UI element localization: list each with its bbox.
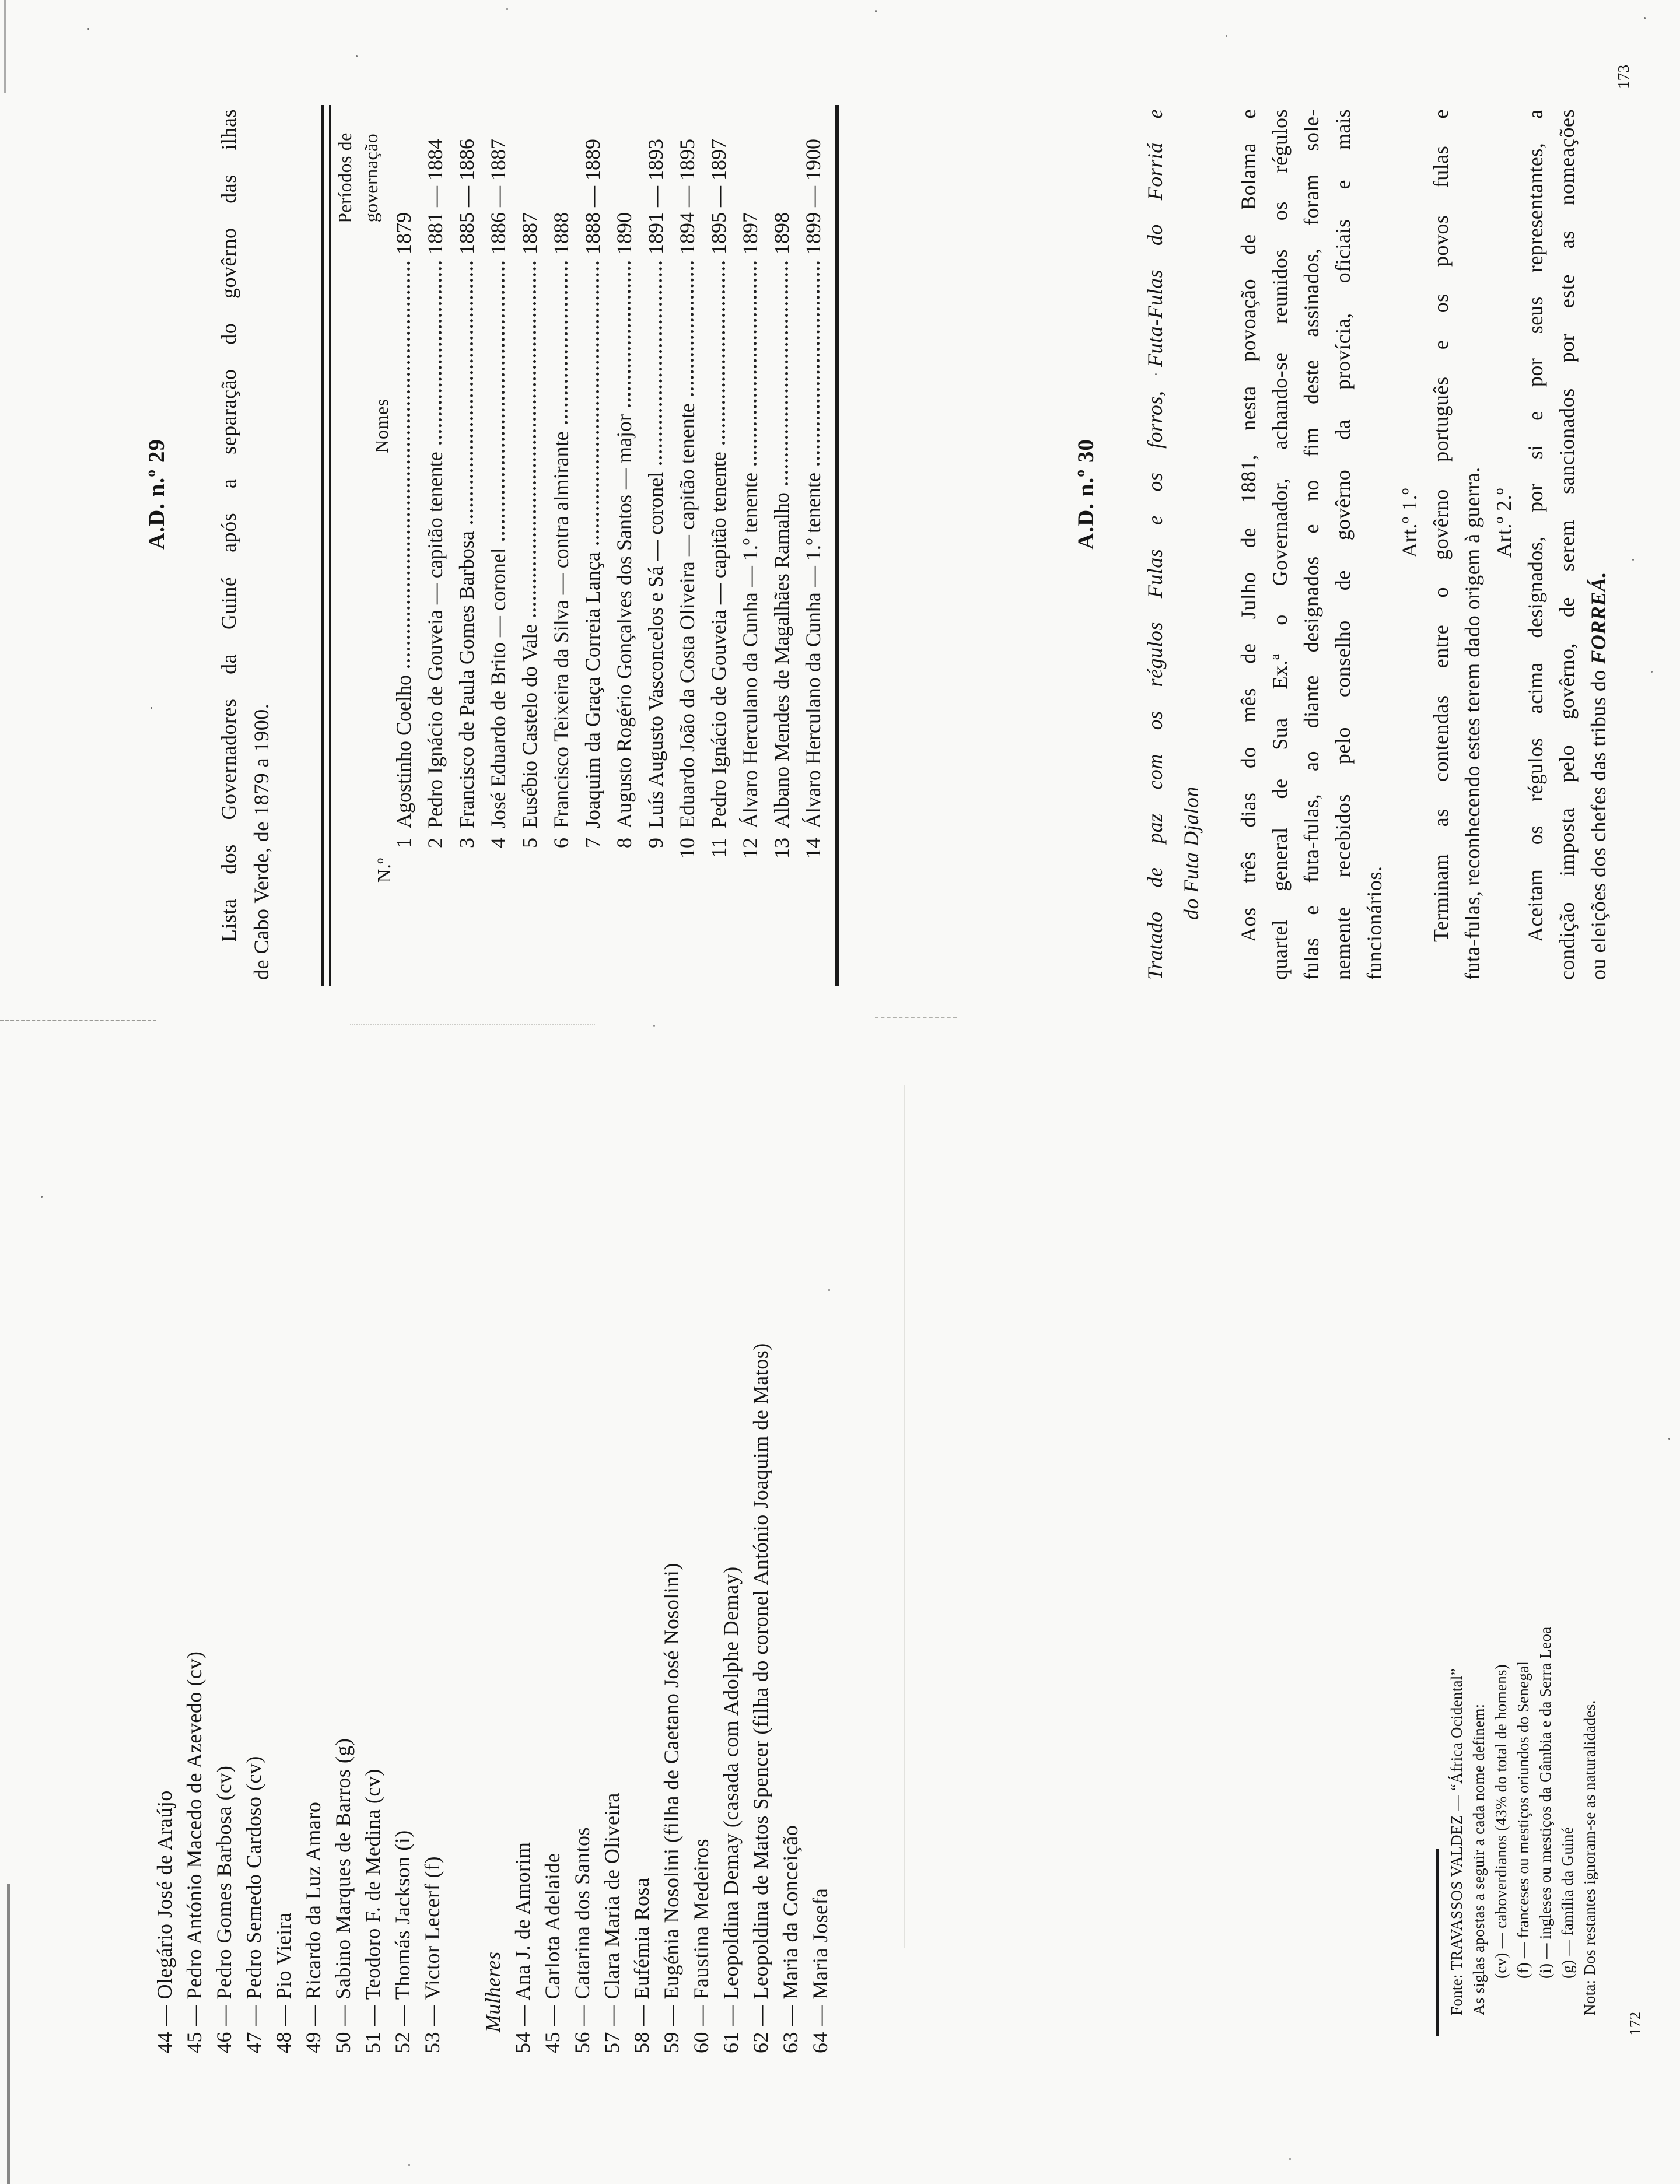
footnote-siglas-intro: As siglas apostas a seguir a cada nome definem: bbox=[1470, 1703, 1488, 2015]
dotted-leader bbox=[439, 261, 442, 444]
row-number: 12 bbox=[738, 838, 762, 859]
list-item: 54 — Ana J. de Amorim bbox=[511, 1842, 534, 2053]
row-period: 1885 — 1886 bbox=[455, 139, 478, 254]
table-row bbox=[424, 117, 447, 878]
row-period: 1890 bbox=[612, 212, 636, 254]
list-item: 50 — Sabino Marques de Barros (g) bbox=[331, 1738, 355, 2053]
row-name: Eusébio Castelo do Vale bbox=[518, 624, 541, 828]
doc30-para1-line1: Aos três dias do mês de Julho de 1881, nesta povoação de Bolama e bbox=[1237, 109, 1260, 942]
dotted-leader bbox=[565, 261, 568, 424]
page-fold-faint-segment bbox=[875, 1017, 957, 1019]
table-row bbox=[802, 117, 825, 878]
table-row bbox=[518, 117, 541, 878]
doc30-art2-line1: Aceitam os régulos acima designados, por si e por seus representantes, a bbox=[1524, 109, 1547, 942]
row-number: 14 bbox=[802, 838, 825, 859]
list-item: 44 — Olegário José de Araújo bbox=[153, 1790, 176, 2053]
table-row bbox=[770, 117, 793, 878]
row-period: 1891 — 1893 bbox=[644, 139, 667, 254]
row-name: Álvaro Herculano da Cunha — 1.º tenente bbox=[802, 473, 825, 828]
doc30-para1-line2: quartel general de Sua Ex.ª o Governador, achando-se reunidos os régulos bbox=[1268, 109, 1292, 980]
row-name: Pedro Ignácio de Gouveia — capitão tenente bbox=[707, 452, 730, 828]
list-item: 49 — Ricardo da Luz Amaro bbox=[302, 1801, 325, 2053]
footnote-sigla-f: (f) — franceses ou mestiços oriundos do Senegal bbox=[1514, 1661, 1532, 1979]
dotted-leader bbox=[407, 261, 410, 668]
doc30-art2-label: Art.º 2.º bbox=[1492, 488, 1516, 558]
doc30-art2-line3-text: ou eleições dos chefes das tribus do bbox=[1587, 664, 1610, 980]
row-name: Albano Mendes de Magalhães Ramalho bbox=[770, 492, 793, 828]
list-item: 45 — Carlota Adelaide bbox=[541, 1853, 564, 2053]
doc30-art1-line1: Terminam as contendas entre o govêrno português e os povos fulas e bbox=[1429, 109, 1452, 942]
table-row bbox=[612, 117, 636, 878]
row-number: 6 bbox=[550, 838, 573, 848]
doc29-title: A.D. n.º 29 bbox=[144, 439, 169, 550]
list-item: 52 — Thomás Jackson (i) bbox=[391, 1830, 414, 2053]
row-name: Joaquim da Graça Correia Lança bbox=[581, 552, 604, 828]
row-name: Luís Augusto Vasconcelos e Sá — coronel bbox=[644, 471, 667, 828]
list-item: 60 — Faustina Medeiros bbox=[690, 1839, 713, 2053]
scan-noise-specks bbox=[88, 28, 89, 30]
row-name: Pedro Ignácio de Gouveia — capitão tenente bbox=[424, 452, 447, 828]
doc30-art2-line3-forrea: FORREÁ. bbox=[1587, 572, 1610, 664]
page-fold-faint-segment bbox=[350, 1024, 595, 1026]
folio-172: 172 bbox=[1626, 2011, 1644, 2036]
row-period: 1894 — 1895 bbox=[676, 139, 699, 254]
row-number: 9 bbox=[644, 838, 667, 848]
table-bottom-rule bbox=[835, 105, 839, 986]
doc30-para1-line4: nemente recebidos pelo conselho de govêrno da provícia, oficiais e mais bbox=[1331, 109, 1354, 980]
doc30-title: A.D. n.º 30 bbox=[1073, 439, 1098, 550]
row-period: 1887 bbox=[518, 212, 541, 254]
dotted-leader bbox=[628, 261, 631, 407]
table-row bbox=[738, 117, 762, 878]
list-item: 63 — Maria da Conceição bbox=[779, 1825, 802, 2053]
row-number: 8 bbox=[612, 838, 636, 848]
list-item: 59 — Eugénia Nosolini (filha de Caetano José Nosolini) bbox=[660, 1563, 683, 2053]
table-header-n: N.º bbox=[373, 858, 394, 883]
row-period: 1879 bbox=[392, 212, 415, 254]
row-name: Álvaro Herculano da Cunha — 1.º tenente bbox=[738, 473, 762, 828]
row-number: 2 bbox=[424, 838, 447, 848]
table-row bbox=[644, 117, 667, 878]
folio-173: 173 bbox=[1615, 64, 1632, 89]
row-name: Eduardo João da Costa Oliveira — capitão tenente bbox=[676, 403, 699, 828]
scan-edge-shadow bbox=[4, 0, 6, 93]
table-row bbox=[455, 117, 478, 878]
list-item: 46 — Pedro Gomes Barbosa (cv) bbox=[212, 1765, 236, 2053]
doc30-art1-label: Art.º 1.º bbox=[1398, 488, 1421, 558]
footnote-sigla-i: (i) — ingleses ou mestiços da Gâmbia e da Serra Leoa bbox=[1536, 1626, 1554, 1979]
list-item: 45 — Pedro António Macedo de Azevedo (cv) bbox=[183, 1651, 206, 2053]
table-row bbox=[581, 117, 604, 878]
list-item: 47 — Pedro Semedo Cardoso (cv) bbox=[242, 1756, 265, 2053]
dotted-leader bbox=[817, 261, 820, 466]
footnote-sigla-cv: (cv) — caboverdianos (43% do total de homens) bbox=[1492, 1664, 1510, 1979]
list-item: 48 — Pio Vieira bbox=[272, 1912, 295, 2053]
row-name: Francisco Teixeira da Silva — contra almirante bbox=[550, 431, 573, 828]
footnote-rule bbox=[1436, 1849, 1438, 2036]
table-row bbox=[550, 117, 573, 878]
table-row bbox=[487, 117, 510, 878]
row-period: 1895 — 1897 bbox=[707, 139, 730, 254]
list-item: 53 — Victor Lecerf (f) bbox=[421, 1856, 444, 2053]
list-item: 62 — Leopoldina de Matos Spencer (filha do coronel António Joaquim de Matos) bbox=[749, 1343, 772, 2053]
doc30-heading-line1: Tratado de paz com os régulos Fulas e os forros, Futa-Fulas do Forriá e bbox=[1143, 109, 1167, 980]
row-name: Agostinho Coelho bbox=[392, 674, 415, 828]
row-number: 10 bbox=[676, 838, 699, 859]
table-header-periodos-2: governação bbox=[360, 133, 382, 223]
row-period: 1886 — 1887 bbox=[487, 139, 510, 254]
row-period: 1881 — 1884 bbox=[424, 139, 447, 254]
row-period: 1898 bbox=[770, 212, 793, 254]
table-row bbox=[676, 117, 699, 878]
dotted-leader bbox=[722, 261, 725, 444]
doc30-para1-line5: funcionários. bbox=[1363, 866, 1386, 980]
footnote-nota: Nota: Dos restantes ignoram-se as naturalidades. bbox=[1581, 1700, 1598, 2015]
row-number: 13 bbox=[770, 838, 793, 859]
mulheres-heading: Mulheres bbox=[481, 1951, 505, 2032]
row-number: 5 bbox=[518, 838, 541, 848]
row-period: 1888 — 1889 bbox=[581, 139, 604, 254]
row-name: Augusto Rogério Gonçalves dos Santos — major bbox=[612, 414, 636, 828]
doc29-intro-line1: Lista dos Governadores da Guiné após a separação do govêrno das ilhas bbox=[217, 109, 240, 942]
dotted-leader bbox=[596, 261, 599, 545]
footnote-sigla-g: (g) — família da Guiné bbox=[1559, 1826, 1576, 1979]
table-row bbox=[392, 117, 415, 878]
dotted-leader bbox=[785, 261, 788, 485]
doc29-intro-line2: de Cabo Verde, de 1879 a 1900. bbox=[250, 703, 273, 980]
table-header-periodos-1: Períodos de bbox=[334, 132, 355, 223]
table-row bbox=[707, 117, 730, 878]
doc30-heading-line2: do Futa Djalon bbox=[1180, 786, 1203, 920]
dotted-leader bbox=[470, 261, 473, 524]
doc30-para1-line3: fulas e futa-fulas, ao diante designados e no fim deste assinados, foram sole- bbox=[1300, 109, 1323, 980]
dotted-leader bbox=[659, 261, 662, 465]
row-period: 1899 — 1900 bbox=[802, 139, 825, 254]
dotted-leader bbox=[502, 261, 505, 541]
scan-edge-shadow bbox=[7, 1884, 10, 2184]
row-period: 1888 bbox=[550, 212, 573, 254]
list-item: 61 — Leopoldina Demay (casada com Adolphe Demay) bbox=[719, 1566, 743, 2053]
row-number: 1 bbox=[392, 838, 415, 848]
footnote-fonte: Fonte: TRAVASSOS VALDEZ — “África Ocidental” bbox=[1448, 1668, 1465, 2015]
list-item: 57 — Clara Maria de Oliveira bbox=[600, 1793, 624, 2053]
list-item: 64 — Maria Josefa bbox=[808, 1888, 832, 2053]
table-header-nomes: Nomes bbox=[371, 398, 392, 453]
list-item: 58 — Eufémia Rosa bbox=[630, 1877, 653, 2053]
row-number: 11 bbox=[707, 838, 730, 858]
row-number: 4 bbox=[487, 838, 510, 848]
dotted-leader bbox=[533, 261, 536, 617]
row-name: Francisco de Paula Gomes Barbosa bbox=[455, 531, 478, 828]
list-item: 51 — Teodoro F. de Medina (cv) bbox=[361, 1769, 384, 2053]
list-item: 56 — Catarina dos Santos bbox=[570, 1827, 594, 2053]
dotted-leader bbox=[754, 261, 757, 466]
row-number: 7 bbox=[581, 838, 604, 848]
table-top-double-rule bbox=[321, 105, 331, 986]
fold-crease-line bbox=[904, 1085, 905, 1948]
doc30-art1-line2: futa-fulas, reconhecendo estes terem dado origem à guerra. bbox=[1461, 467, 1484, 980]
row-name: José Eduardo de Brito — coronel bbox=[487, 548, 510, 828]
dotted-leader bbox=[691, 261, 694, 396]
row-number: 3 bbox=[455, 838, 478, 848]
doc30-art2-line2: condição imposta pelo govêrno, de serem sancionados por este as nomeações bbox=[1555, 109, 1578, 980]
doc30-art2-line3 bbox=[1587, 572, 1611, 980]
page-fold-dash-line bbox=[0, 1020, 156, 1021]
row-period: 1897 bbox=[738, 212, 762, 254]
